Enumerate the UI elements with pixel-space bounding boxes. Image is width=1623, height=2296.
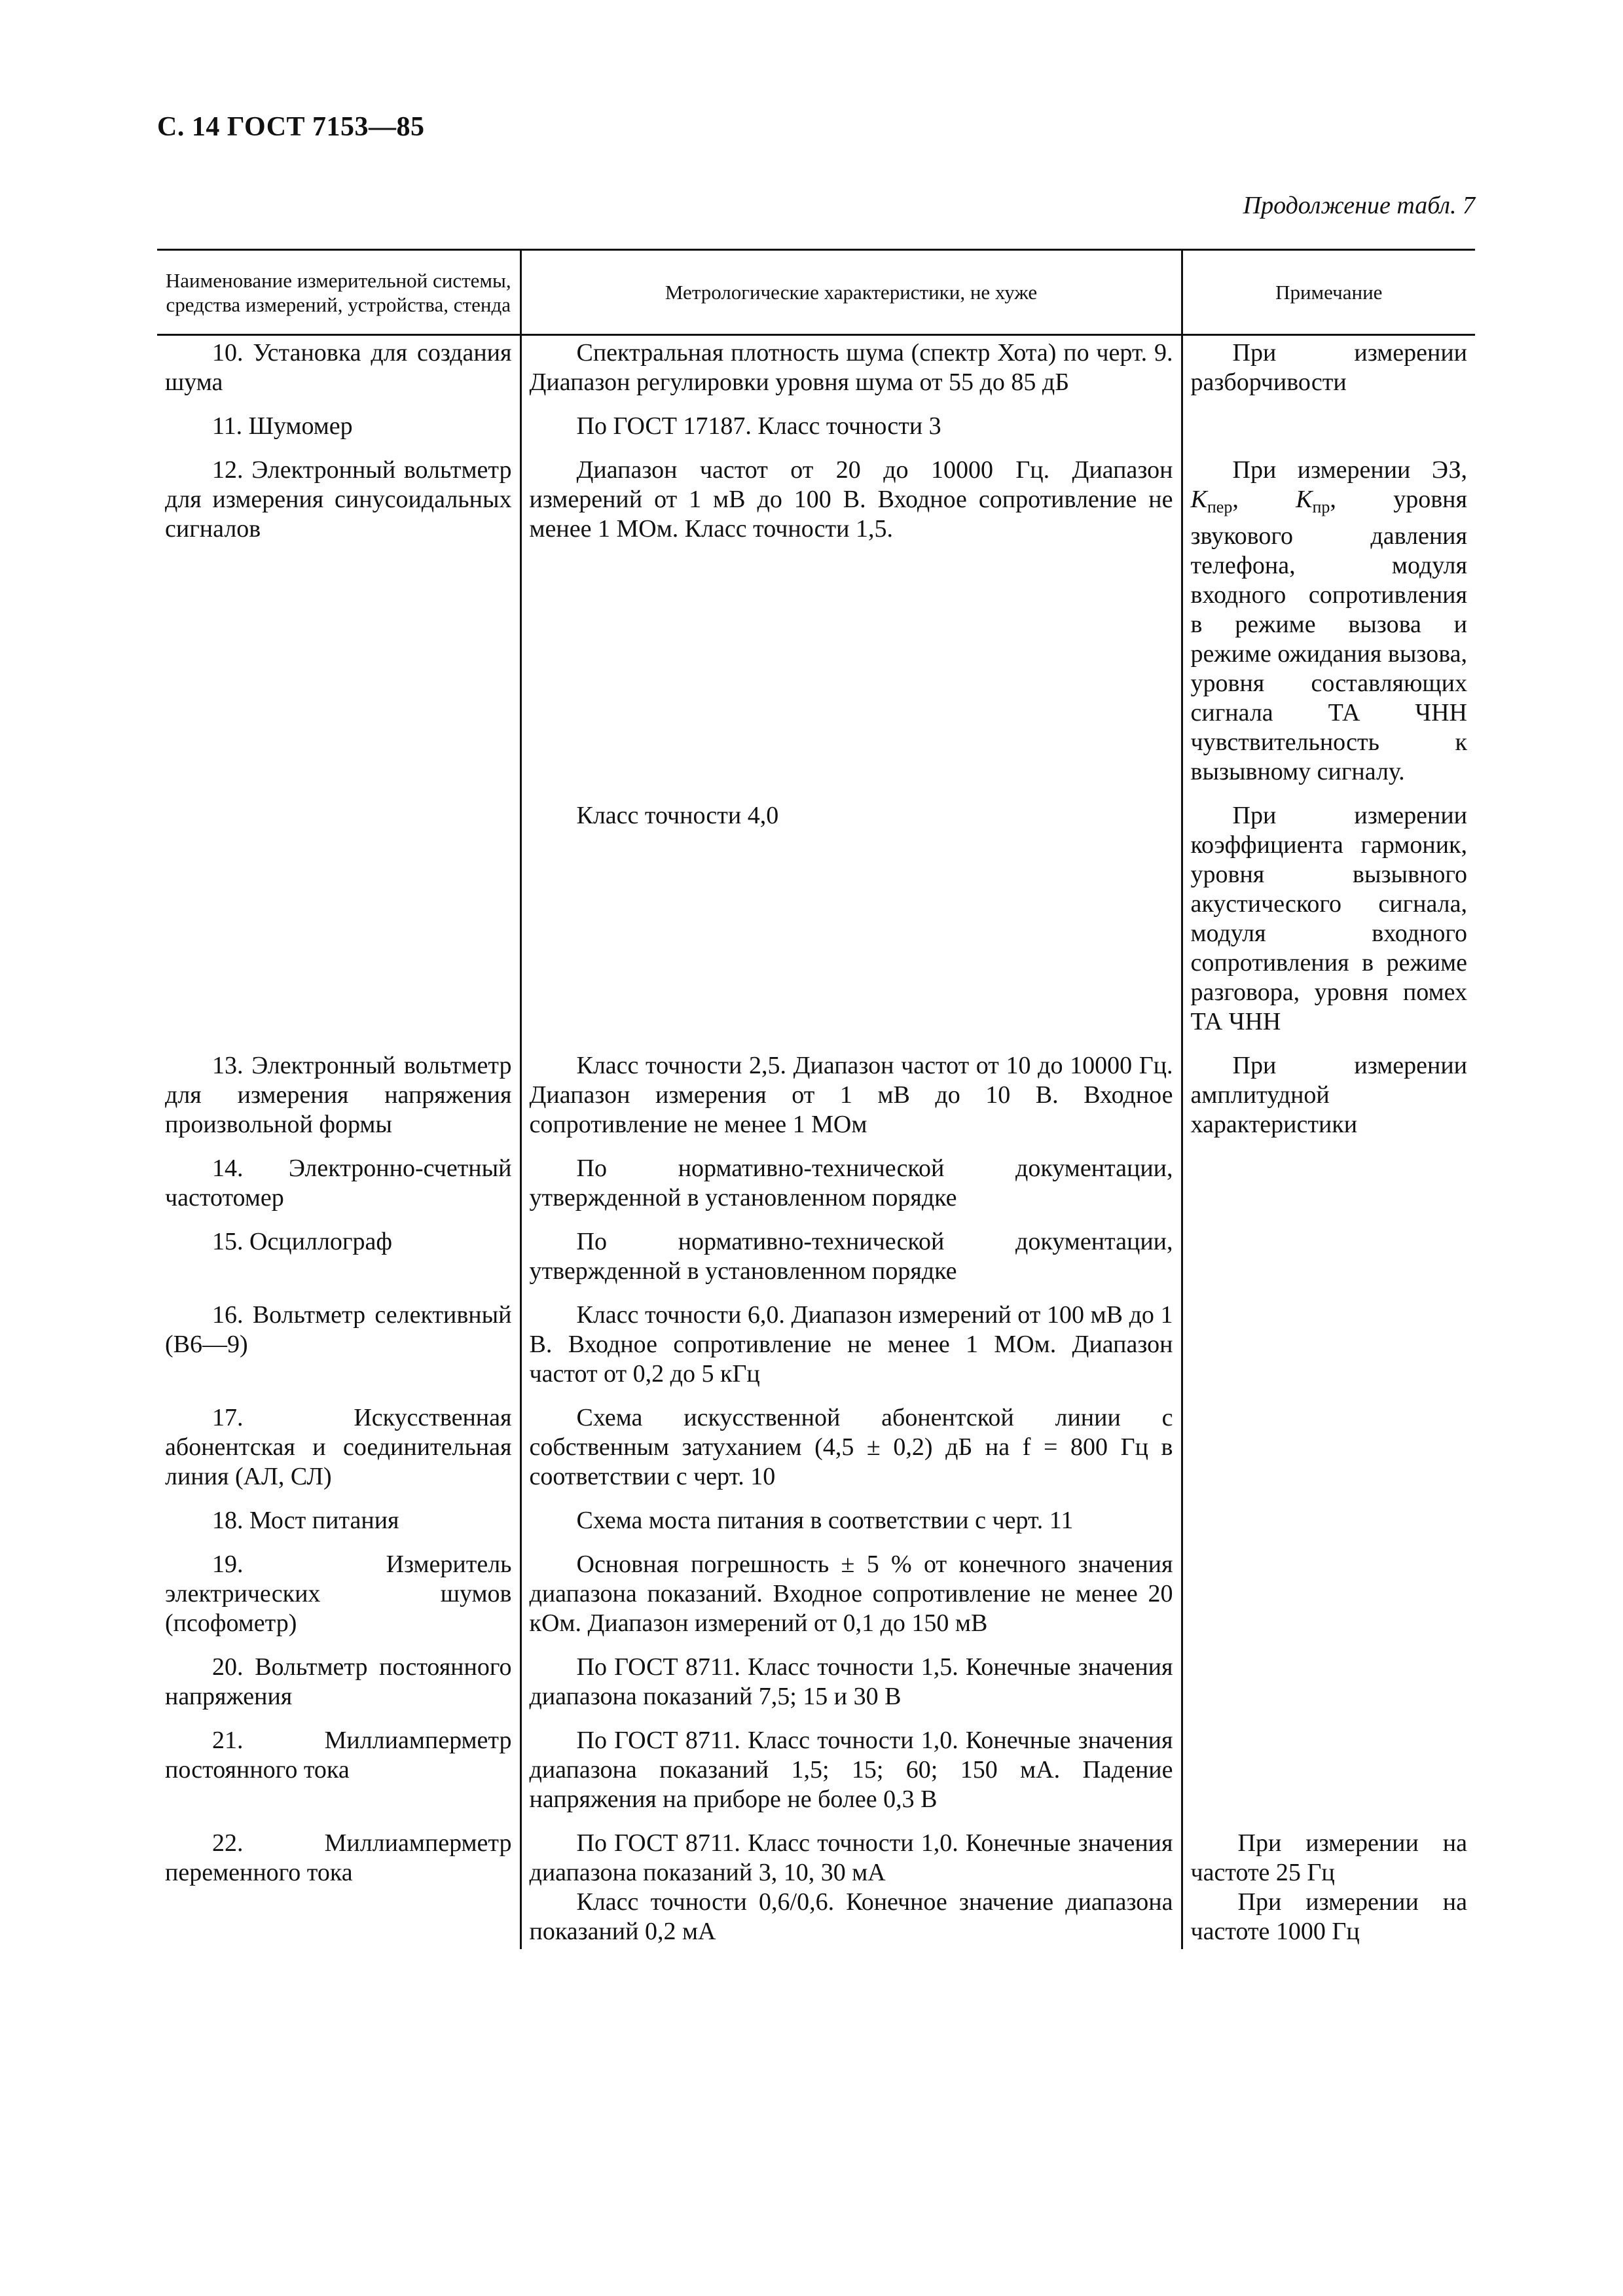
row-20-spec: По ГОСТ 8711. Класс точности 1,5. Конечные значения диапазона показаний 7,5; 15 и 30 В xyxy=(520,1653,1182,1726)
row-18-name: 18. Мост питания xyxy=(212,1507,399,1534)
table-row xyxy=(157,456,1475,801)
row-11-name: 11. Шумомер xyxy=(212,412,353,440)
row-21-name: 21. Миллиамперметр постоянного тока xyxy=(165,1727,512,1784)
table-row xyxy=(157,801,1475,1051)
header-note: Примечание xyxy=(1182,250,1475,335)
row-10-spec: Спектральная плотность шума (спектр Хота) по черт. 9. Диапазон регулировки уровня шума от 55 до 85 дБ xyxy=(520,335,1182,412)
row-16-name: 16. Вольтметр селективный (В6—9) xyxy=(165,1301,512,1358)
row-18-spec: Схема моста питания в соответствии с черт. 11 xyxy=(520,1506,1182,1550)
table-row xyxy=(157,412,1475,456)
row-11-spec: По ГОСТ 17187. Класс точности 3 xyxy=(520,412,1182,456)
row-22-name: 22. Миллиамперметр переменного тока xyxy=(165,1829,512,1886)
row-20-name: 20. Вольтметр постоянного напряжения xyxy=(165,1653,512,1710)
row-13-spec: Класс точности 2,5. Диапазон частот от 10 до 10000 Гц. Диапазон измерения от 1 мВ до 10 В. Входное сопротивление не менее 1 МОм xyxy=(520,1051,1182,1154)
k-per-subscript: пер xyxy=(1207,497,1233,516)
k-pr-symbol: K xyxy=(1296,486,1313,513)
row-12-note-post: , уровня звукового давления телефона, модуля входного сопротивления в режиме вызова и режиме ожидания вызова, уровня составляющих сигнала ТА ЧНН чувствительность к вызывному сигналу. xyxy=(1190,486,1467,785)
row-22-note-b: При измерении на частоте 1000 Гц xyxy=(1190,1888,1467,1945)
row-20-note xyxy=(1182,1653,1475,1726)
row-22-spec xyxy=(520,1829,1182,1949)
page-header: С. 14 ГОСТ 7153—85 xyxy=(157,112,425,142)
table-row xyxy=(157,1653,1475,1726)
table-row xyxy=(157,335,1475,412)
row-22-spec-a: По ГОСТ 8711. Класс точности 1,0. Конечные значения диапазона показаний 3, 10, 30 мА xyxy=(529,1829,1173,1886)
table-header-row xyxy=(157,250,1475,335)
row-15-note xyxy=(1182,1227,1475,1300)
row-21-spec: По ГОСТ 8711. Класс точности 1,0. Конечные значения диапазона показаний 1,5; 15; 60; 150 мА. Падение напряжения на приборе не более 0,3 В xyxy=(520,1726,1182,1829)
row-12-name: 12. Электронный вольтметр для измерения синусоидальных сигналов xyxy=(165,456,512,543)
row-12b-spec: Класс точности 4,0 xyxy=(520,801,1182,1051)
k-per-symbol: K xyxy=(1190,486,1207,513)
row-21-note xyxy=(1182,1726,1475,1829)
row-16-note xyxy=(1182,1300,1475,1403)
row-12-spec: Диапазон частот от 20 до 10000 Гц. Диапазон измерений от 1 мВ до 100 В. Входное сопротивление не менее 1 МОм. Класс точности 1,5. xyxy=(520,456,1182,801)
table-row xyxy=(157,1506,1475,1550)
row-19-note xyxy=(1182,1550,1475,1653)
row-18-note xyxy=(1182,1506,1475,1550)
table-row xyxy=(157,1403,1475,1506)
row-10-name: 10. Установка для создания шума xyxy=(165,339,512,396)
table-row xyxy=(157,1726,1475,1829)
table-row xyxy=(157,1829,1475,1949)
row-19-spec: Основная погрешность ± 5 % от конечного значения диапазона показаний. Входное сопротивление не менее 20 кОм. Диапазон измерений от 0,1 до 150 мВ xyxy=(520,1550,1182,1653)
header-characteristics: Метрологические характеристики, не хуже xyxy=(520,250,1182,335)
table-row xyxy=(157,1550,1475,1653)
row-13-note: При измерении амплитудной характеристики xyxy=(1182,1051,1475,1154)
k-pr-subscript: пр xyxy=(1312,497,1330,516)
row-17-note xyxy=(1182,1403,1475,1506)
row-12-note-pre: При измерении ЭЗ, xyxy=(1232,456,1467,484)
row-12-note: При измерении ЭЗ, $K_{пер}$, $K_{пр}$, уровня звукового давления телефона, модуля входного сопротивления в режиме вызова и режиме ожидания вызова, уровня составляющих сигнала ТА ЧНН чувствительность к вызывному сигналу. xyxy=(1182,456,1475,801)
row-13-name: 13. Электронный вольтметр для измерения напряжения произвольной формы xyxy=(165,1052,512,1138)
row-22-note xyxy=(1182,1829,1475,1949)
table-continuation-label: Продолжение табл. 7 xyxy=(1243,192,1475,219)
row-14-note xyxy=(1182,1154,1475,1227)
row-12b-note: При измерении коэффициента гармоник, уровня вызывного акустического сигнала, модуля входного сопротивления в режиме разговора, уровня помех ТА ЧНН xyxy=(1182,801,1475,1051)
table-row xyxy=(157,1227,1475,1300)
row-12b-name xyxy=(157,801,520,1051)
table-row xyxy=(157,1154,1475,1227)
row-19-name: 19. Измеритель электрических шумов (псофометр) xyxy=(165,1551,512,1637)
row-17-name: 17. Искусственная абонентская и соединительная линия (АЛ, СЛ) xyxy=(165,1404,512,1490)
row-11-note xyxy=(1182,412,1475,456)
row-15-name: 15. Осциллограф xyxy=(212,1228,392,1255)
row-14-spec: По нормативно-технической документации, утвержденной в установленном порядке xyxy=(520,1154,1182,1227)
table-row xyxy=(157,1051,1475,1154)
characteristics-table xyxy=(157,249,1475,1949)
table-row xyxy=(157,1300,1475,1403)
row-17-spec: Схема искусственной абонентской линии с собственным затуханием (4,5 ± 0,2) дБ на f = 800 Гц в соответствии с черт. 10 xyxy=(520,1403,1182,1506)
row-15-spec: По нормативно-технической документации, утвержденной в установленном порядке xyxy=(520,1227,1182,1300)
row-22-note-a: При измерении на частоте 25 Гц xyxy=(1190,1829,1467,1886)
row-16-spec: Класс точности 6,0. Диапазон измерений от 100 мВ до 1 В. Входное сопротивление не менее 1 МОм. Диапазон частот от 0,2 до 5 кГц xyxy=(520,1300,1182,1403)
row-22-spec-b: Класс точности 0,6/0,6. Конечное значение диапазона показаний 0,2 мА xyxy=(529,1888,1173,1945)
header-instrument: Наименование измерительной системы, средства измерений, устройства, стенда xyxy=(157,250,520,335)
row-14-name: 14. Электронно-счетный частотомер xyxy=(165,1155,512,1211)
row-10-note: При измерении разборчивости xyxy=(1182,335,1475,412)
